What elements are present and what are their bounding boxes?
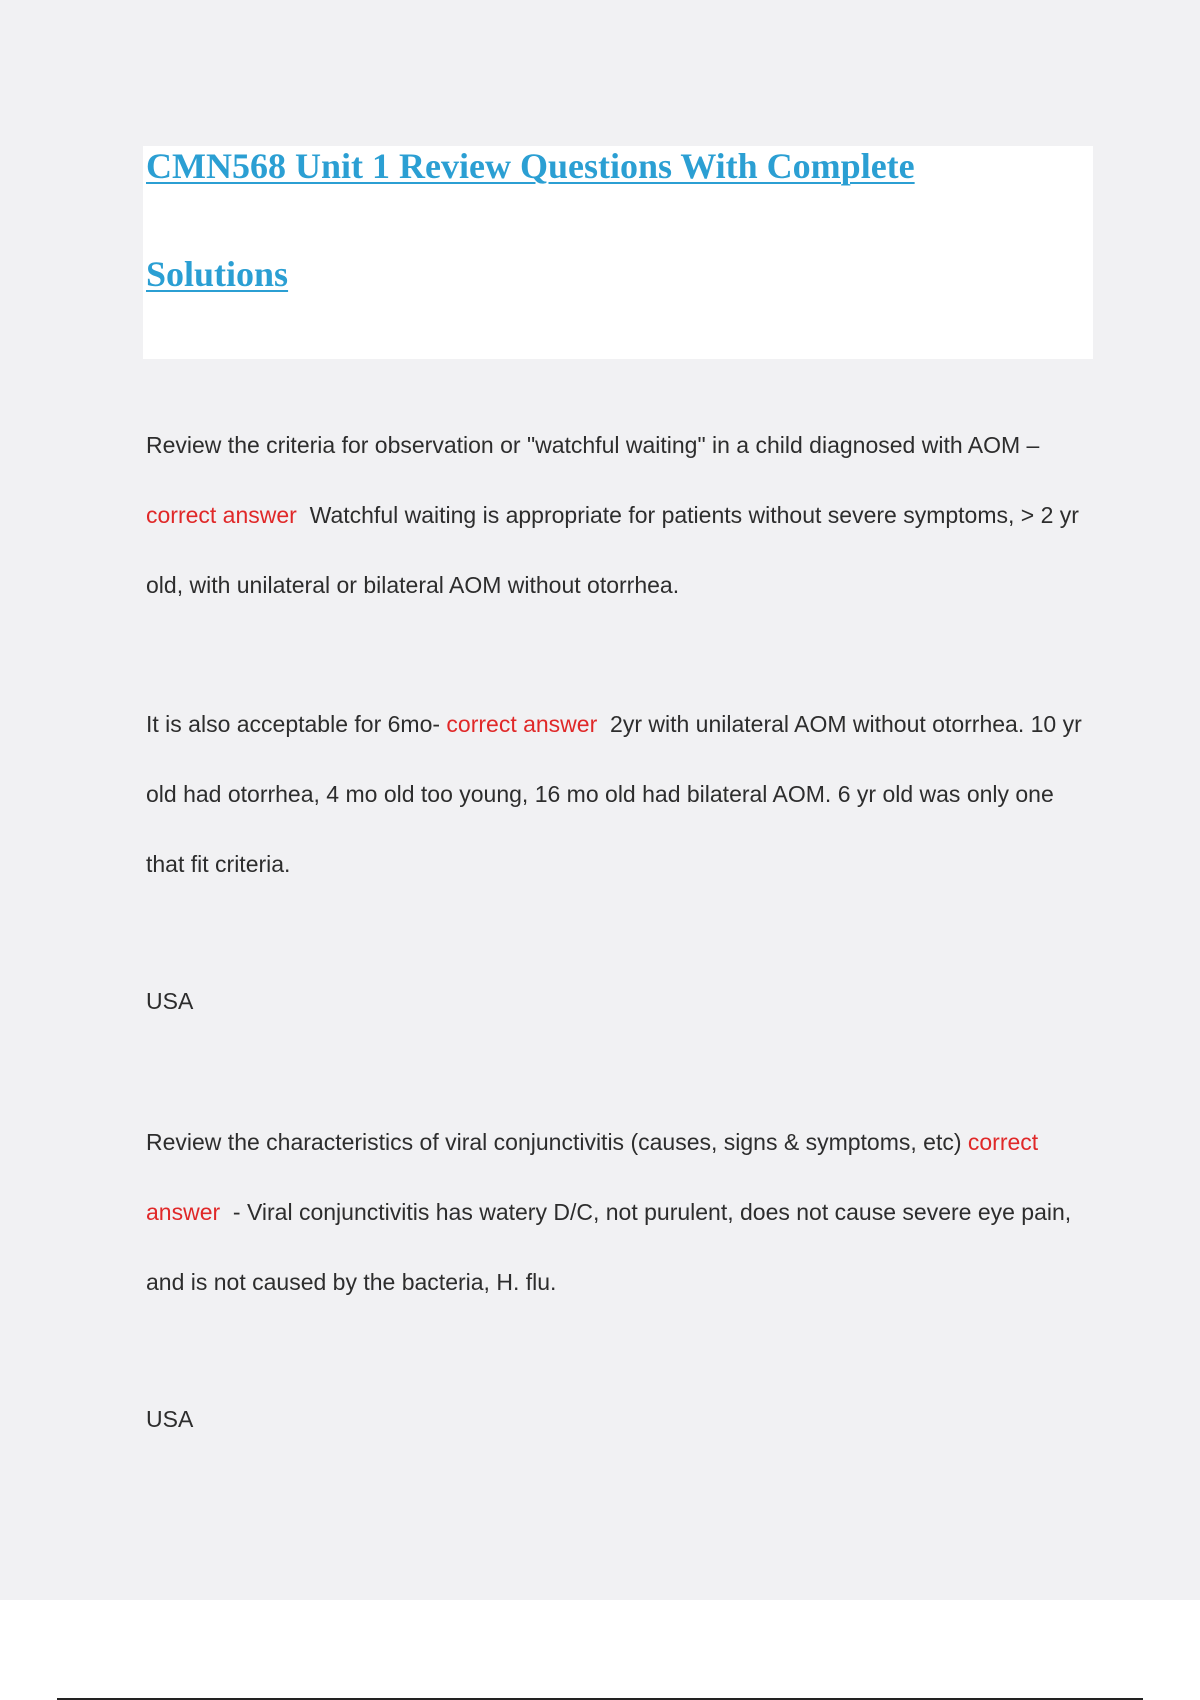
title-box bbox=[143, 146, 1093, 359]
answer-text: 2yr with unilateral AOM without otorrhea. 10 yr old had otorrhea, 4 mo old too young, 16 mo old had bilateral AOM. 6 yr old was only one that fit criteria. bbox=[146, 711, 1089, 877]
qa-block-3 bbox=[146, 1107, 1096, 1317]
country-label: USA bbox=[146, 988, 194, 1014]
correct-answer-label: correct answer bbox=[446, 711, 598, 737]
correct-answer-label: correct answer bbox=[146, 1129, 1039, 1225]
answer-text: Watchful waiting is appropriate for patients without severe symptoms, > 2 yr old, with unilateral or bilateral AOM without otorrhea. bbox=[146, 502, 1086, 598]
question-text: Review the criteria for observation or "watchful waiting" in a child diagnosed with AOM – bbox=[146, 432, 1040, 458]
country-label: USA bbox=[146, 1406, 194, 1432]
answer-text: - Viral conjunctivitis has watery D/C, not purulent, does not cause severe eye pain, and is not caused by the bacteria, H. flu. bbox=[146, 1199, 1078, 1295]
document-title-line-2: Solutions bbox=[146, 254, 289, 294]
document-title-line-1: CMN568 Unit 1 Review Questions With Complete bbox=[146, 146, 915, 186]
page-footer bbox=[0, 1600, 1200, 1700]
question-text: Review the characteristics of viral conjunctivitis (causes, signs & symptoms, etc) bbox=[146, 1129, 968, 1155]
qa-block-1 bbox=[146, 410, 1096, 620]
qa-block-2 bbox=[146, 689, 1096, 899]
correct-answer-label: correct answer bbox=[146, 502, 297, 528]
question-text: It is also acceptable for 6mo- bbox=[146, 711, 447, 737]
